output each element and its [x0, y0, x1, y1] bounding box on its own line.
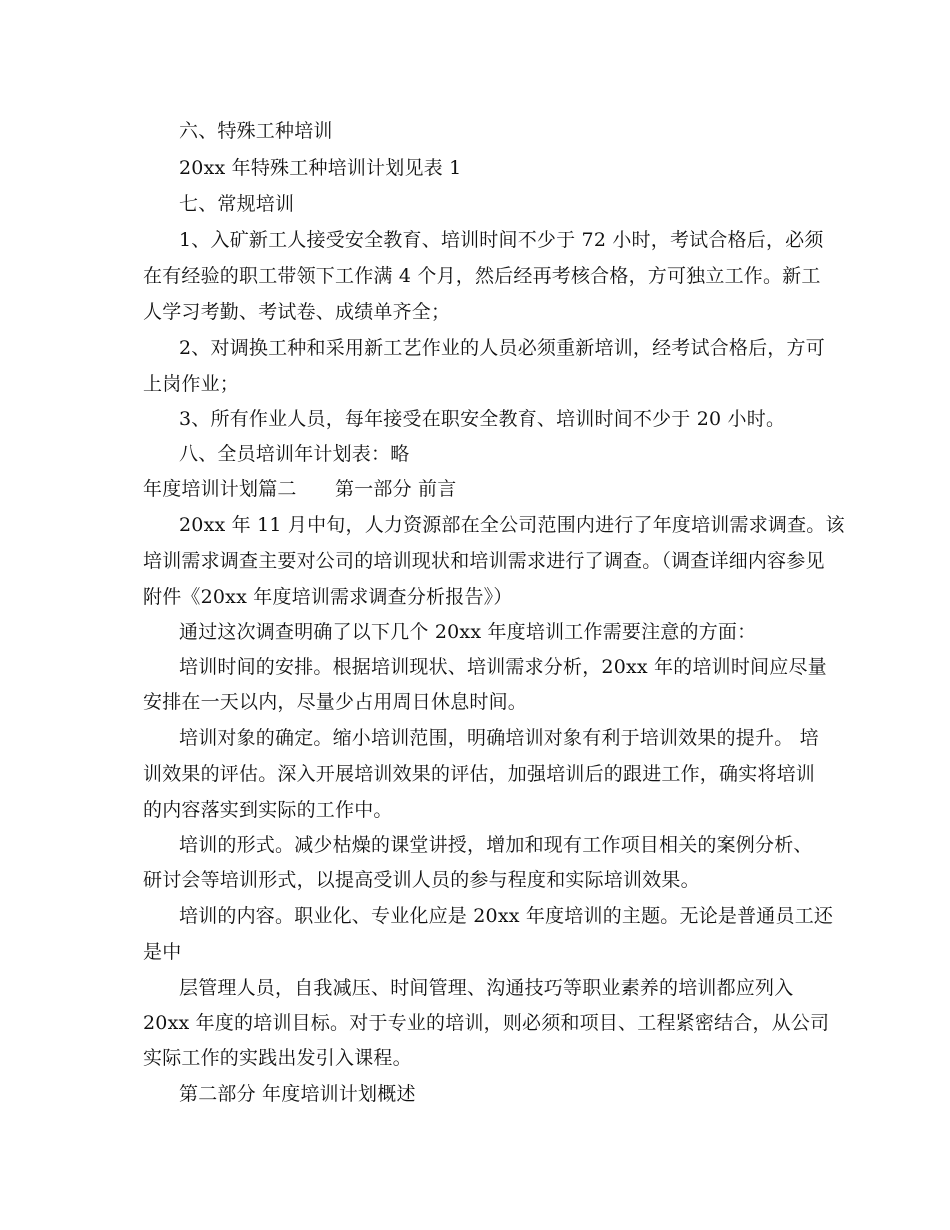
paragraph-line: 是中 [143, 941, 182, 963]
paragraph-line: 训效果的评估。深入开展培训效果的评估，加强培训后的跟进工作，确实将培训 [143, 763, 816, 785]
section-title: 第二部分 年度培训计划概述 [179, 1083, 416, 1105]
heading-special-training: 六、特殊工种培训 [179, 120, 333, 142]
paragraph-line: 20xx 年 11 月中旬，人力资源部在全公司范围内进行了年度培训需求调查。该 [179, 514, 845, 536]
paragraph-line: 2、对调换工种和采用新工艺作业的人员必须重新培训，经考试合格后，方可 [179, 337, 825, 359]
heading-routine-training: 七、常规培训 [179, 193, 295, 215]
heading-annual-plan-table: 八、全员培训年计划表：略 [179, 443, 410, 465]
paragraph-line: 在有经验的职工带领下工作满 4 个月，然后经再考核合格，方可独立工作。新工 [143, 265, 821, 287]
paragraph-line: 培训的内容。职业化、专业化应是 20xx 年度培训的主题。无论是普通员工还 [179, 905, 834, 927]
section-title: 年度培训计划篇二 第一部分 前言 [143, 478, 457, 500]
paragraph-line: 通过这次调查明确了以下几个 20xx 年度培训工作需要注意的方面： [179, 621, 757, 643]
paragraph-line: 实际工作的实践出发引入课程。 [143, 1047, 412, 1069]
paragraph-line: 附件《20xx 年度培训需求调查分析报告》） [143, 586, 513, 608]
paragraph-line: 3、所有作业人员，每年接受在职安全教育、培训时间不少于 20 小时。 [179, 408, 786, 430]
paragraph-line: 1、入矿新工人接受安全教育、培训时间不少于 72 小时，考试合格后，必须 [179, 229, 824, 251]
paragraph-line: 安排在一天以内，尽量少占用周日休息时间。 [143, 691, 528, 713]
paragraph-line: 的内容落实到实际的工作中。 [143, 799, 393, 821]
paragraph-line: 20xx 年特殊工种培训计划见表 1 [179, 157, 462, 179]
paragraph-line: 人学习考勤、考试卷、成绩单齐全； [143, 301, 451, 323]
paragraph-line: 层管理人员，自我减压、时间管理、沟通技巧等职业素养的培训都应列入 [179, 977, 794, 999]
paragraph-line: 20xx 年度的培训目标。对于专业的培训，则必须和项目、工程紧密结合，从公司 [143, 1012, 830, 1034]
paragraph-line: 培训的形式。减少枯燥的课堂讲授，增加和现有工作项目相关的案例分析、 [179, 834, 813, 856]
paragraph-line: 培训对象的确定。缩小培训范围，明确培训对象有利于培训效果的提升。 培 [179, 727, 819, 749]
paragraph-line: 上岗作业； [143, 373, 240, 395]
paragraph-line: 培训时间的安排。根据培训现状、培训需求分析，20xx 年的培训时间应尽量 [179, 656, 827, 678]
paragraph-line: 研讨会等培训形式，以提高受训人员的参与程度和实际培训效果。 [143, 869, 700, 891]
paragraph-line: 培训需求调查主要对公司的培训现状和培训需求进行了调查。（调查详细内容参见 [143, 550, 825, 572]
